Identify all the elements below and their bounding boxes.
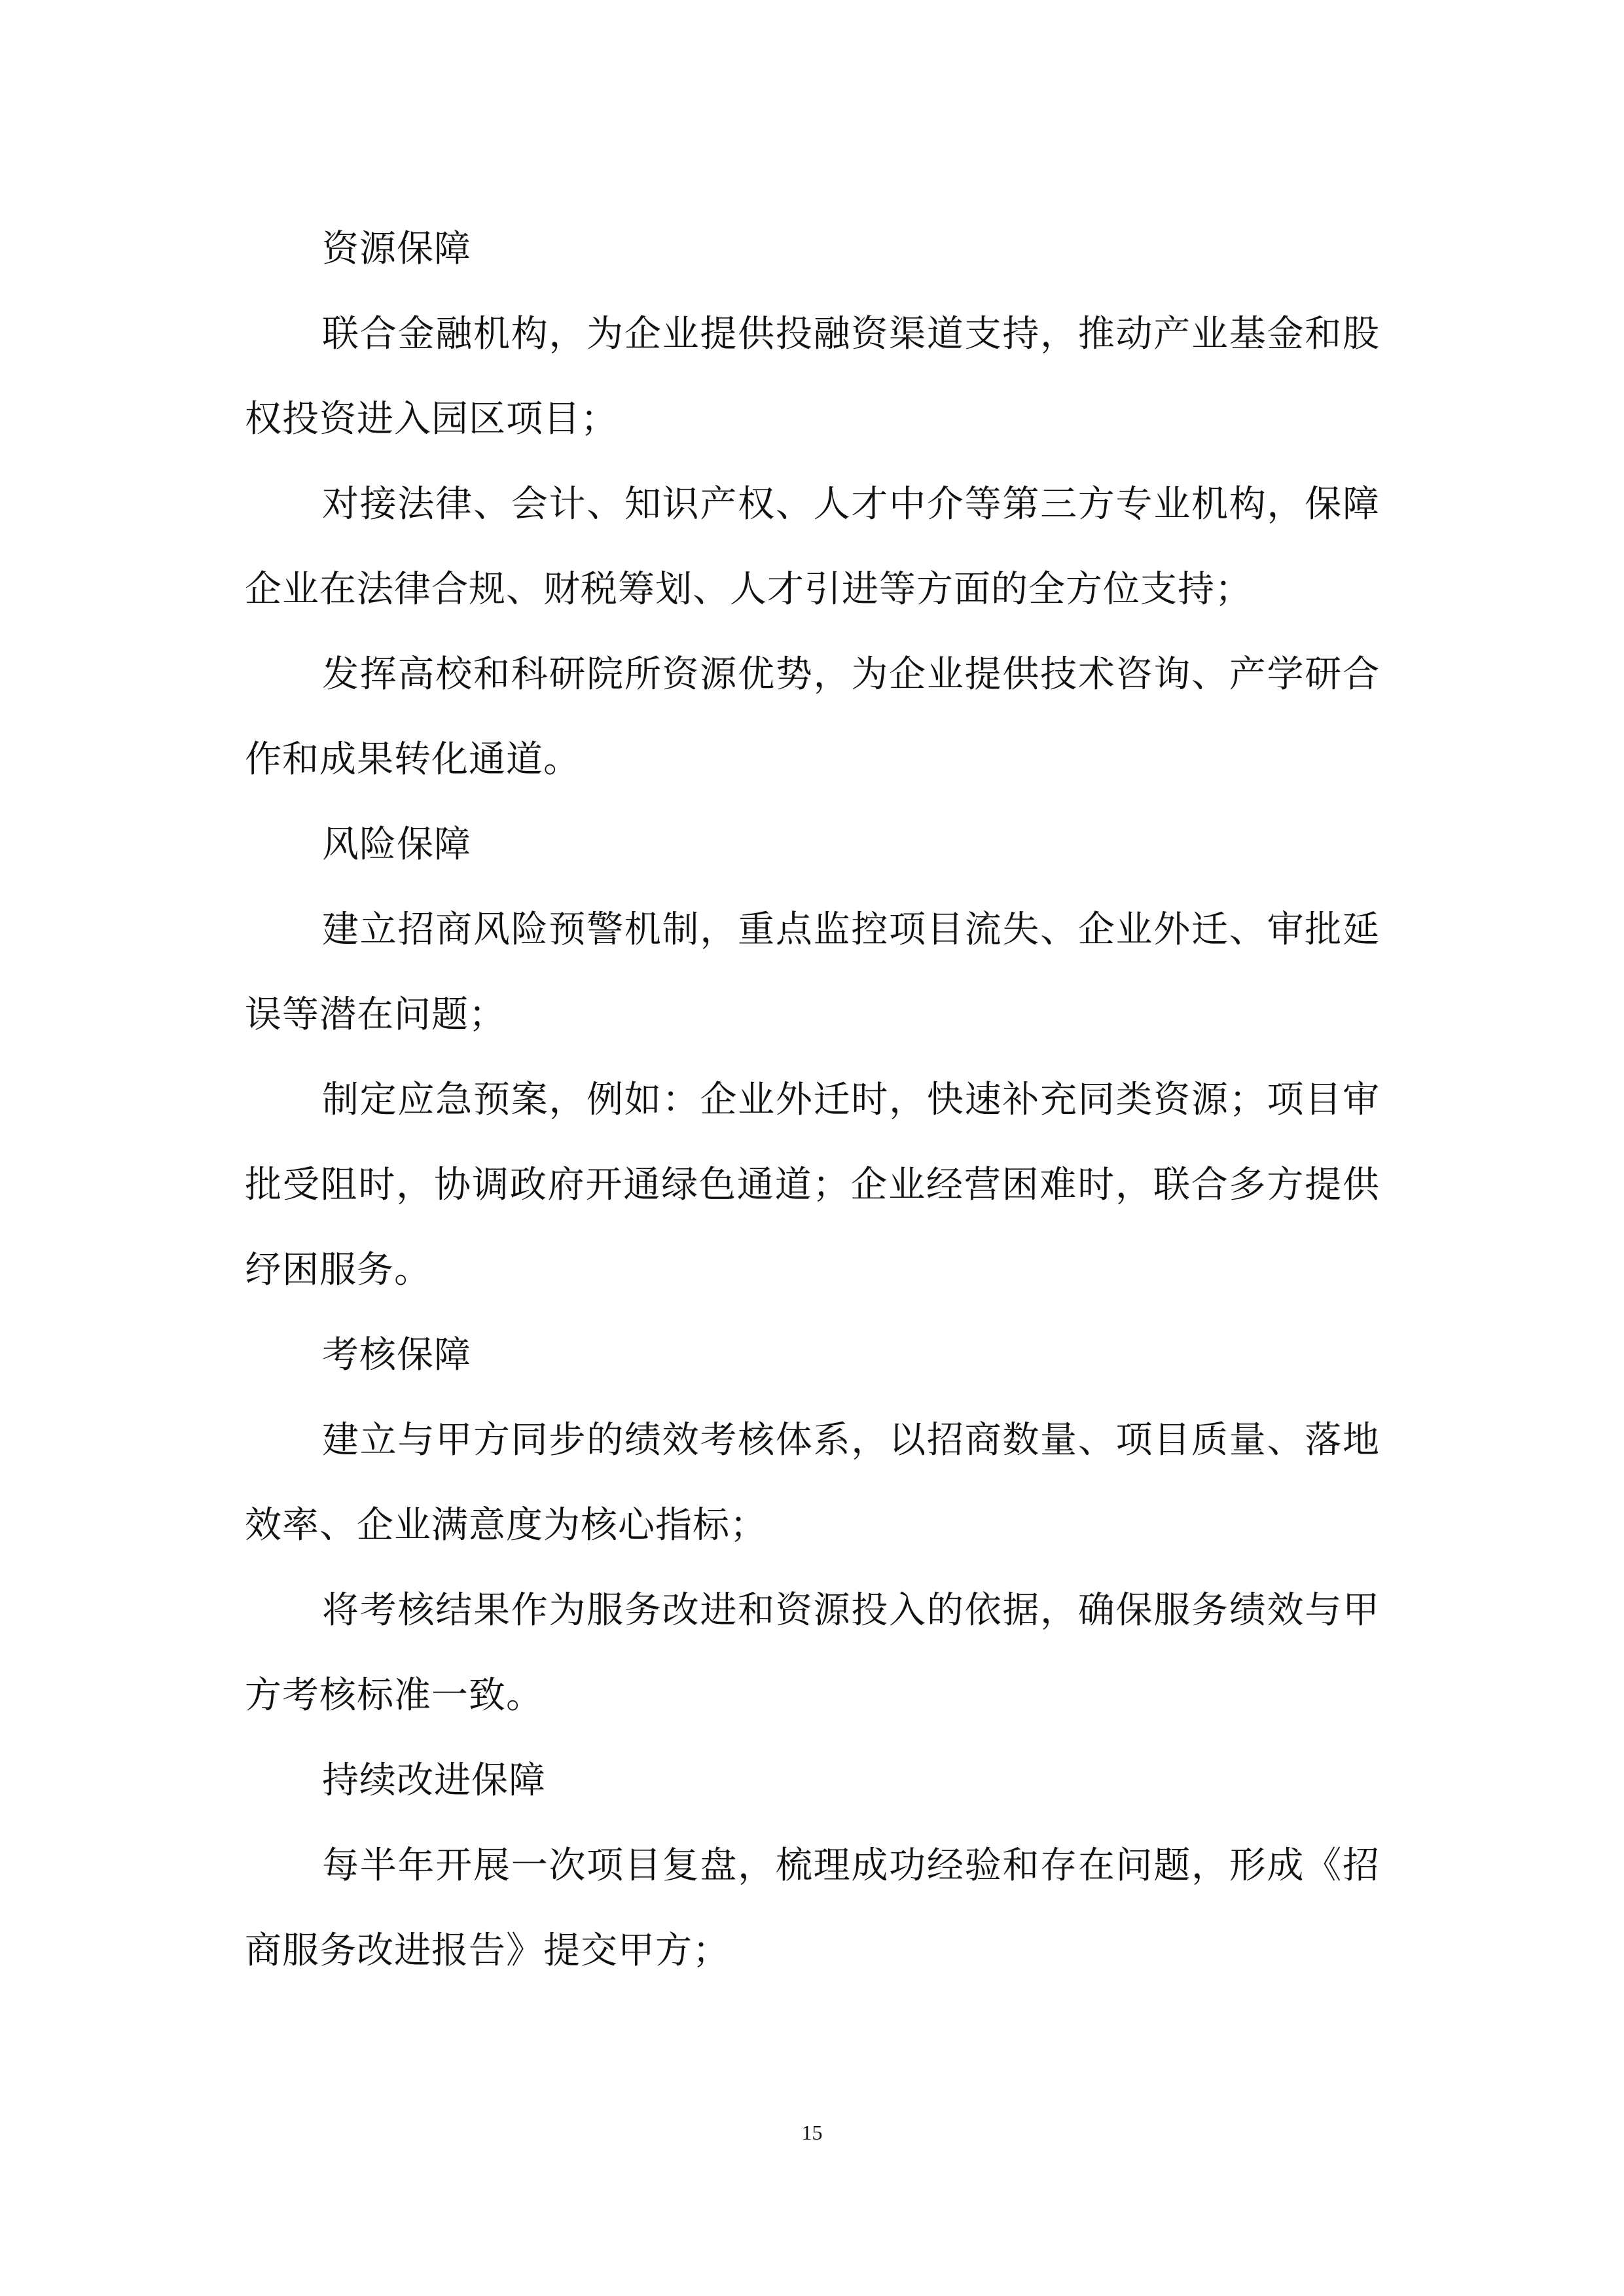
paragraph: 建立招商风险预警机制，重点监控项目流失、企业外迁、审批延误等潜在问题； [245,908,1380,1036]
document-body [245,207,1380,1994]
paragraph: 每半年开展一次项目复盘，梳理成功经验和存在问题，形成《招商服务改进报告》提交甲方； [245,1844,1380,1972]
section-heading-resources: 资源保障 [322,228,471,270]
paragraph: 将考核结果作为服务改进和资源投入的依据，确保服务绩效与甲方考核标准一致。 [245,1589,1380,1717]
paragraph: 发挥高校和科研院所资源优势，为企业提供技术咨询、产学研合作和成果转化通道。 [245,653,1380,781]
section-heading-continuous-improvement: 持续改进保障 [322,1759,546,1802]
paragraph: 制定应急预案，例如：企业外迁时，快速补充同类资源；项目审批受阻时，协调政府开通绿色通道；企业经营困难时，联合多方提供纾困服务。 [245,1079,1380,1291]
paragraph: 联合金融机构，为企业提供投融资渠道支持，推动产业基金和股权投资进入园区项目； [245,313,1380,440]
section-heading-assessment: 考核保障 [322,1334,471,1376]
section-heading-risk: 风险保障 [322,823,471,866]
paragraph: 对接法律、会计、知识产权、人才中介等第三方专业机构，保障企业在法律合规、财税筹划、人才引进等方面的全方位支持； [245,483,1380,611]
page-number: 15 [801,2121,823,2144]
paragraph: 建立与甲方同步的绩效考核体系，以招商数量、项目质量、落地效率、企业满意度为核心指标； [245,1419,1380,1547]
